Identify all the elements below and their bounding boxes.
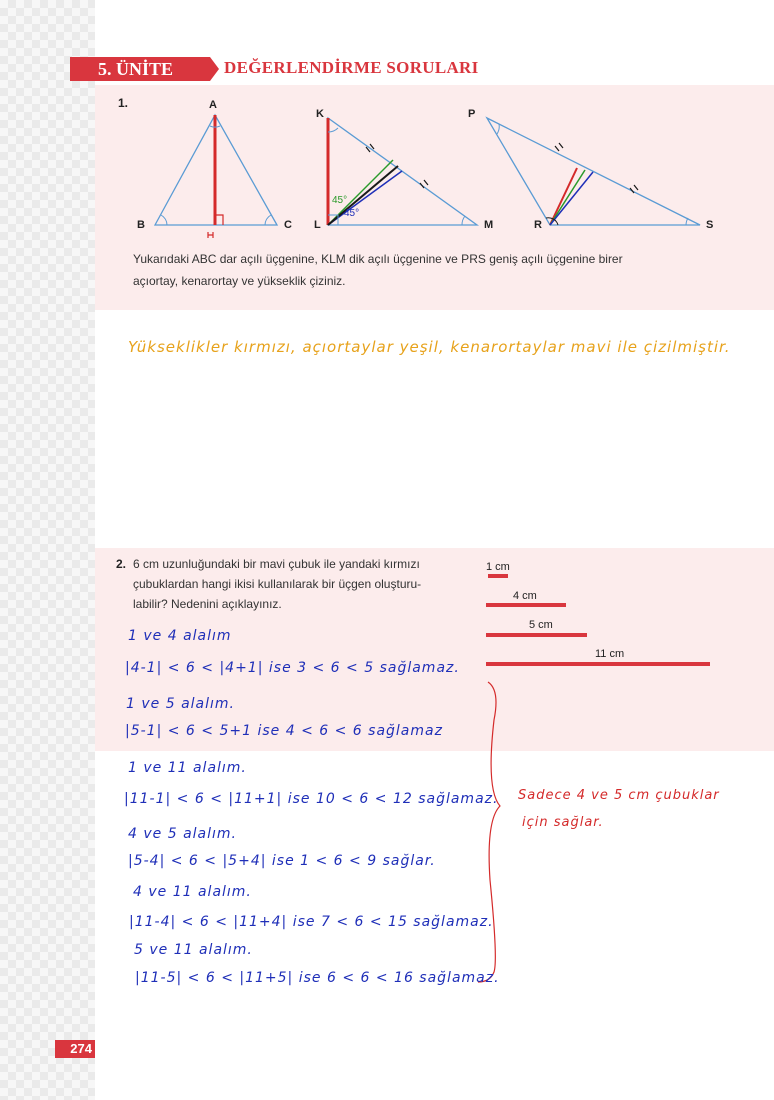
vertex-r: R	[534, 219, 542, 231]
question1-text	[133, 248, 733, 292]
vertex-p: P	[468, 108, 476, 120]
triangle-prs	[487, 118, 700, 225]
work-line-5: 1 ve 11 alalım.	[128, 760, 247, 776]
prs-angle-p	[497, 124, 499, 134]
work-line-9: 4 ve 11 alalım.	[133, 884, 252, 900]
abc-angle-b	[161, 215, 167, 225]
question1-text-line2: açıortay, kenarortay ve yükseklik çiziniz.	[133, 274, 346, 288]
stick-1cm	[488, 574, 508, 578]
vertex-c: C	[284, 219, 292, 231]
prs-bisector	[550, 170, 585, 225]
abc-angle-c	[265, 215, 271, 225]
vertex-a: A	[209, 99, 217, 111]
vertex-k: K	[316, 108, 324, 120]
stick-label-11cm: 11 cm	[595, 648, 625, 660]
stick-label-5cm: 5 cm	[529, 619, 553, 631]
conclusion-line2: için sağlar.	[522, 815, 604, 830]
work-line-2: |4-1| < 6 < |4+1| ise 3 < 6 < 5 sağlamaz.	[125, 660, 460, 676]
work-line-3: 1 ve 5 alalım.	[126, 696, 235, 712]
work-line-10: |11-4| < 6 < |11+4| ise 7 < 6 < 15 sağlamaz.	[129, 914, 494, 930]
question2-text-line3: labilir? Nedenini açıklayınız.	[133, 597, 282, 611]
work-line-1: 1 ve 4 alalım	[128, 628, 232, 644]
work-line-12: |11-5| < 6 < |11+5| ise 6 < 6 < 16 sağlamaz.	[135, 970, 500, 986]
prs-angle-s	[686, 218, 688, 225]
angle-45-bottom: 45°	[344, 208, 360, 219]
work-line-4: |5-1| < 6 < 5+1 ise 4 < 6 < 6 sağlamaz	[125, 723, 443, 739]
stick-label-4cm: 4 cm	[513, 590, 537, 602]
stick-4cm	[486, 603, 566, 607]
vertex-s: S	[706, 219, 714, 231]
vertex-m: M	[484, 219, 494, 231]
question2-number: 2.	[116, 557, 127, 571]
work-line-7: 4 ve 5 alalım.	[128, 826, 237, 842]
angle-45-top: 45°	[332, 195, 348, 206]
work-line-8: |5-4| < 6 < |5+4| ise 1 < 6 < 9 sağlar.	[128, 853, 436, 869]
stick-5cm	[486, 633, 587, 637]
page-number: 274	[55, 1040, 95, 1058]
unit-tab: 5. ÜNİTE	[70, 57, 210, 81]
question1-number: 1.	[118, 96, 129, 110]
answer-brace	[478, 682, 500, 982]
prs-tick-1	[555, 143, 563, 151]
vertex-l: L	[314, 219, 321, 231]
question1-answer: Yükseklikler kırmızı, açıortaylar yeşil, kenarortaylar mavi ile çizilmiştir.	[128, 338, 731, 356]
abc-mid-mark	[208, 232, 213, 238]
question2-text-line1: 6 cm uzunluğundaki bir mavi çubuk ile yandaki kırmızı	[133, 557, 420, 571]
conclusion-line1: Sadece 4 ve 5 cm çubuklar	[518, 788, 720, 803]
question2-text	[133, 554, 483, 614]
question1-text-line1: Yukarıdaki ABC dar açılı üçgenine, KLM dik açılı üçgenine ve PRS geniş açılı üçgenine birer	[133, 252, 623, 266]
work-line-6: |11-1| < 6 < |11+1| ise 10 < 6 < 12 sağlamaz.	[124, 791, 499, 807]
work-line-11: 5 ve 11 alalım.	[134, 942, 253, 958]
section-title: DEĞERLENDİRME SORULARI	[224, 58, 479, 77]
question2-text-line2: çubuklardan hangi ikisi kullanılarak bir üçgen oluşturu-	[133, 577, 422, 591]
klm-angle-m	[462, 216, 465, 225]
stick-11cm	[486, 662, 710, 666]
stick-label-1cm: 1 cm	[486, 561, 510, 573]
vertex-b: B	[137, 219, 145, 231]
